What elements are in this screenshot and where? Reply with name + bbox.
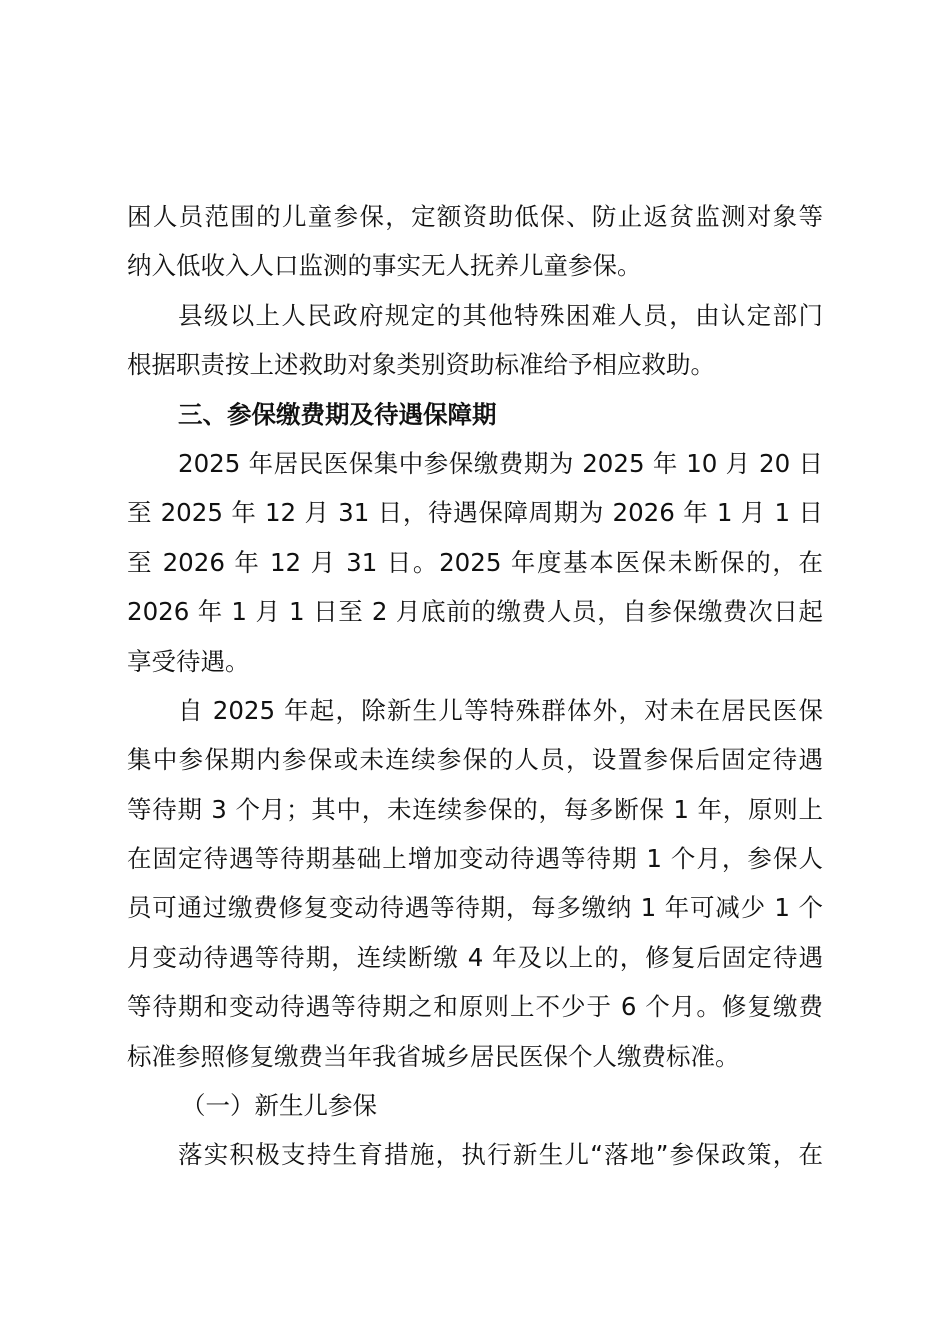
- text-line: [127, 241, 823, 290]
- line-text: 标准参照修复缴费当年我省城乡居民医保个人缴费标准。: [127, 1041, 740, 1071]
- text-line: [127, 192, 823, 241]
- line-text: 在固定待遇等待期基础上增加变动待遇等待期 1 个月，参保人: [127, 844, 823, 874]
- text-line: [127, 982, 823, 1031]
- line-text: 等待期 3 个月；其中，未连续参保的，每多断保 1 年，原则上: [127, 794, 823, 824]
- text-line: [127, 587, 823, 636]
- line-text: 自 2025 年起，除新生儿等特殊群体外，对未在居民医保: [178, 695, 823, 725]
- line-text: 县级以上人民政府规定的其他特殊困难人员，由认定部门: [178, 300, 823, 330]
- line-text: 员可通过缴费修复变动待遇等待期，每多缴纳 1 年可减少 1 个: [127, 893, 823, 923]
- line-text: 至 2025 年 12 月 31 日，待遇保障周期为 2026 年 1 月 1 日: [127, 498, 823, 528]
- line-text: 月变动待遇等待期，连续断缴 4 年及以上的，修复后固定待遇: [127, 942, 823, 972]
- section-heading-text: 三、参保缴费期及待遇保障期: [178, 399, 497, 429]
- sub-heading-text: （一）新生儿参保: [181, 1091, 377, 1121]
- text-line: [127, 834, 823, 883]
- line-text: 2026 年 1 月 1 日至 2 月底前的缴费人员，自参保缴费次日起: [127, 597, 823, 627]
- line-text: 等待期和变动待遇等待期之和原则上不少于 6 个月。修复缴费: [127, 992, 823, 1022]
- line-text: 根据职责按上述救助对象类别资助标准给予相应救助。: [127, 350, 715, 380]
- line-text: 落实积极支持生育措施，执行新生儿“落地”参保政策，在: [178, 1140, 823, 1170]
- line-text: 纳入低收入人口监测的事实无人抚养儿童参保。: [127, 251, 642, 281]
- sub-heading: [127, 1081, 823, 1130]
- line-text: 享受待遇。: [127, 646, 250, 676]
- line-text: 集中参保期内参保或未连续参保的人员，设置参保后固定待遇: [127, 745, 823, 775]
- line-text: 困人员范围的儿童参保，定额资助低保、防止返贫监测对象等: [127, 202, 823, 231]
- section-heading: [127, 390, 823, 439]
- text-line: [127, 538, 823, 587]
- document-page: [127, 192, 823, 1180]
- text-line: [127, 291, 823, 340]
- text-line: [127, 1032, 823, 1081]
- text-line: [127, 439, 823, 488]
- text-line: [127, 883, 823, 932]
- line-text: 2025 年居民医保集中参保缴费期为 2025 年 10 月 20 日: [178, 448, 823, 478]
- text-line: [127, 735, 823, 784]
- text-line: [127, 637, 823, 686]
- text-line: [127, 686, 823, 735]
- text-line: [127, 933, 823, 982]
- line-text: 至 2026 年 12 月 31 日。2025 年度基本医保未断保的，在: [127, 547, 823, 577]
- text-line: [127, 1130, 823, 1179]
- text-line: [127, 785, 823, 834]
- text-line: [127, 488, 823, 537]
- text-line: [127, 340, 823, 389]
